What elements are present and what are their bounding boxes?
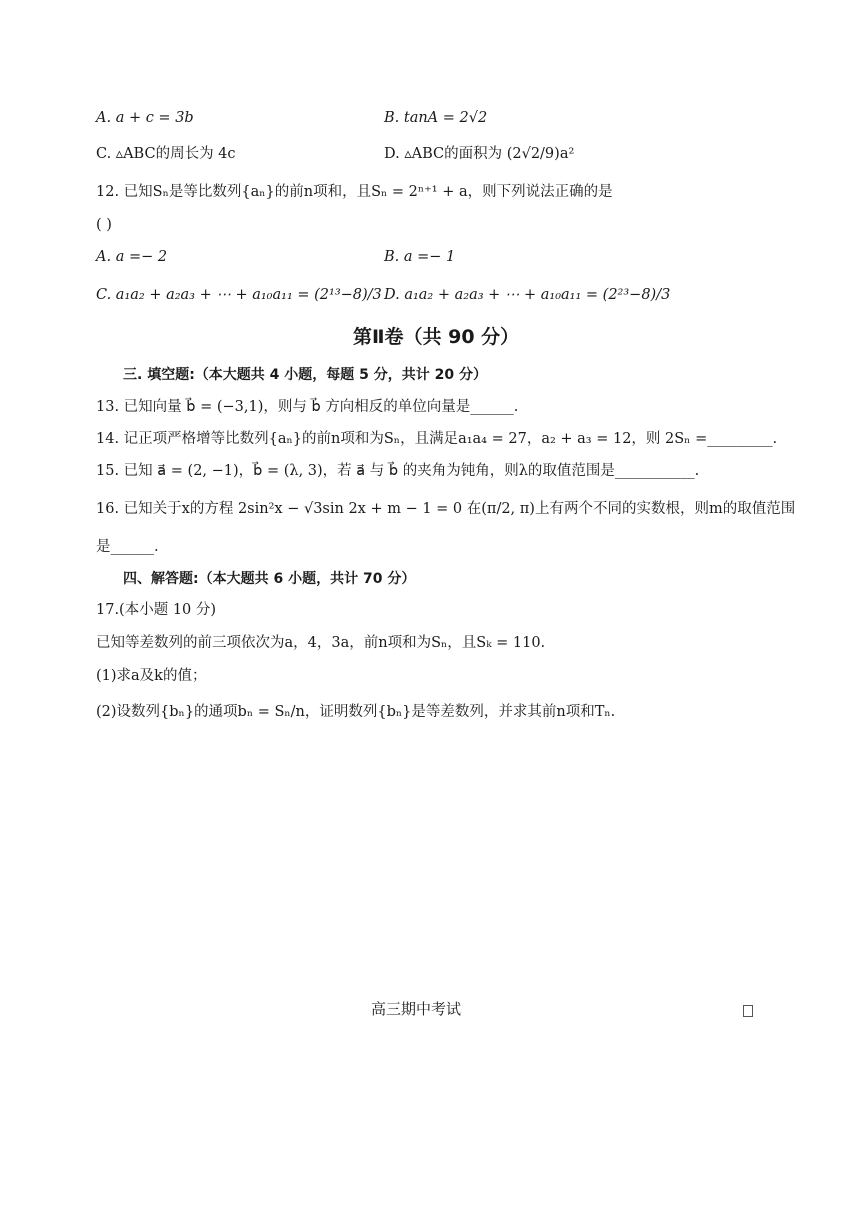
q14: 14. 记正项严格增等比数列{aₙ}的前n项和为Sₙ，且满足a₁a₄ = 27，a₂ + a₃ = 12，则 2Sₙ =_________. (96, 431, 778, 447)
q11-option-c: C. ▵ABC的周长为 4c (96, 146, 236, 162)
q17-part-1: (1)求a及k的值； (96, 668, 207, 684)
q12-stem: 12. 已知Sₙ是等比数列{aₙ}的前n项和，且Sₙ = 2ⁿ⁺¹ + a，则下列说法正确的是 (96, 184, 613, 200)
q12-option-b: B. a =− 1 (384, 249, 456, 265)
q17-title: 17.(本小题 10 分) (96, 602, 217, 618)
q11-option-b: B. tanA = 2√2 (384, 110, 488, 126)
q15: 15. 已知 a⃗ = (2, −1)，b⃗ = (λ, 3)，若 a⃗ 与 b⃗ 的夹角为钝角，则λ的取值范围是___________. (96, 463, 700, 479)
q17-part-2: (2)设数列{bₙ}的通项bₙ = Sₙ/n，证明数列{bₙ}是等差数列，并求其前n项和Tₙ. (96, 704, 616, 720)
q13: 13. 已知向量 b⃗ = (−3,1)，则与 b⃗ 方向相反的单位向量是______. (96, 399, 519, 415)
q12-answer-paren: ( ) (96, 217, 112, 233)
q17-stem: 已知等差数列的前三项依次为a，4，3a，前n项和为Sₙ，且Sₖ = 110. (96, 635, 546, 651)
part-2-title: 第Ⅱ卷（共 90 分） (353, 326, 520, 348)
q16-line-2: 是______. (96, 539, 159, 555)
q11-option-a: A. a + c = 3b (96, 110, 194, 126)
section-3-heading: 三. 填空题:（本大题共 4 小题，每题 5 分，共计 20 分） (123, 367, 487, 383)
q12-option-d: D. a₁a₂ + a₂a₃ + ⋯ + a₁₀a₁₁ = (2²³−8)/3 (384, 287, 671, 303)
q12-option-c: C. a₁a₂ + a₂a₃ + ⋯ + a₁₀a₁₁ = (2¹³−8)/3 (96, 287, 382, 303)
q12-option-a: A. a =− 2 (96, 249, 168, 265)
page-footer: 高三期中考试 (371, 1000, 462, 1018)
page-corner-mark (743, 1005, 753, 1017)
q16-line-1: 16. 已知关于x的方程 2sin²x − √3sin 2x + m − 1 = 0 在(π/2, π)上有两个不同的实数根，则m的取值范围 (96, 501, 796, 517)
q11-option-d: D. ▵ABC的面积为 (2√2/9)a² (384, 146, 575, 162)
section-4-heading: 四、解答题:（本大题共 6 小题，共计 70 分） (123, 571, 416, 587)
